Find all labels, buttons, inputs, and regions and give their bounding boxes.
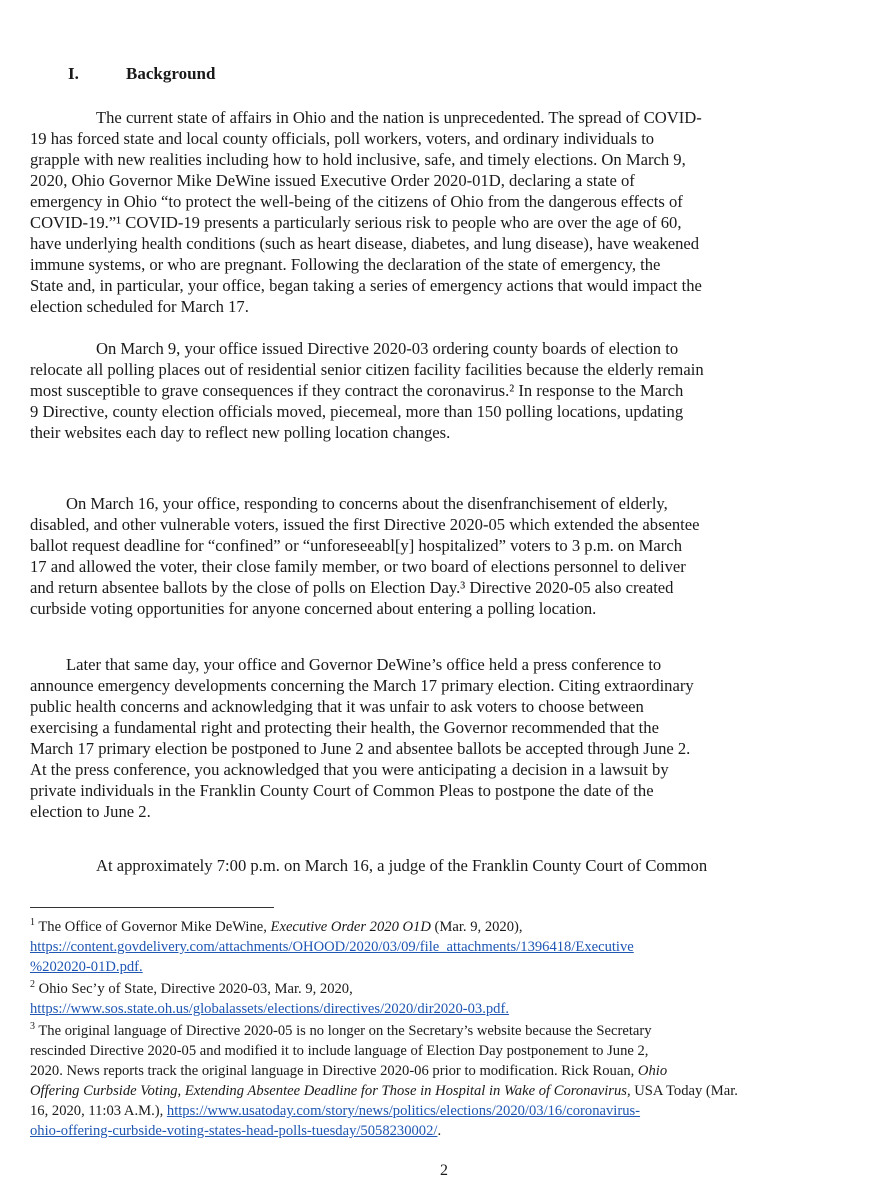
text-line: immune systems, or who are pregnant. Following the declaration of the state of emergency, the bbox=[30, 255, 661, 274]
text-line: have underlying health conditions (such as heart disease, diabetes, and lung disease), have weakened bbox=[30, 234, 700, 253]
footnote-divider bbox=[30, 907, 274, 908]
footnote-link[interactable]: https://www.sos.state.oh.us/globalassets/elections/directives/2020/dir2020-03.pdf. bbox=[30, 1001, 509, 1017]
text-line: private individuals in the Franklin County Court of Common Pleas to postpone the date of the bbox=[30, 781, 654, 800]
footnote-text: . bbox=[437, 1123, 442, 1139]
footnote-text: rescinded Directive 2020-05 and modified it to include language of Election Day postponement to June 2, bbox=[30, 1043, 649, 1059]
text-line: 9 Directive, county election officials moved, piecemeal, more than 150 polling locations, updating bbox=[30, 402, 684, 421]
page-number: 2 bbox=[440, 1162, 448, 1179]
text-line: At approximately 7:00 p.m. on March 16, a judge of the Franklin County Court of Common bbox=[96, 856, 708, 875]
footnote-text: 2020. News reports track the original language in Directive 2020-06 prior to modification. Rick Rouan, bbox=[30, 1063, 638, 1079]
text-line: COVID-19.”¹ COVID-19 presents a particularly serious risk to people who are over the age of 60, bbox=[30, 213, 682, 232]
text-line: their websites each day to reflect new polling location changes. bbox=[30, 423, 451, 442]
footnote-title: Offering Curbside Voting, Extending Absentee Deadline for Those in Hospital in Wake of Coronavirus bbox=[30, 1083, 627, 1099]
footnote-title: Ohio bbox=[637, 1063, 668, 1079]
footnote-link[interactable]: %202020-01D.pdf. bbox=[30, 959, 143, 975]
footnote-mark: 1 bbox=[30, 917, 35, 929]
text-line: disabled, and other vulnerable voters, issued the first Directive 2020-05 which extended the absentee bbox=[30, 515, 700, 534]
text-line: The current state of affairs in Ohio and the nation is unprecedented. The spread of COVID- bbox=[96, 108, 702, 127]
text-line: relocate all polling places out of residential senior citizen facility facilities because the elderly remain bbox=[30, 360, 704, 379]
text-line: At the press conference, you acknowledged that you were anticipating a decision in a lawsuit by bbox=[30, 760, 669, 779]
text-line: and return absentee ballots by the close of polls on Election Day.³ Directive 2020-05 also created bbox=[30, 578, 674, 597]
text-line: State and, in particular, your office, began taking a series of emergency actions that would impact the bbox=[30, 276, 702, 295]
text-line: exercising a fundamental right and protecting their health, the Governor recommended that the bbox=[30, 718, 659, 737]
footnote-link[interactable]: https://www.usatoday.com/story/news/politics/elections/2020/03/16/coronavirus- bbox=[166, 1103, 641, 1119]
text-line: election to June 2. bbox=[30, 802, 151, 821]
text-line: grapple with new realities including how to hold inclusive, safe, and timely elections. On March 9, bbox=[30, 150, 686, 169]
text-line: public health concerns and acknowledging that it was unfair to ask voters to choose between bbox=[30, 697, 644, 716]
text-line: On March 9, your office issued Directive 2020-03 ordering county boards of election to bbox=[96, 339, 679, 358]
footnote-text: The Office of Governor Mike DeWine, bbox=[35, 919, 271, 935]
text-line: 17 and allowed the voter, their close family member, or two board of elections personnel to deliver bbox=[30, 557, 686, 576]
section-heading bbox=[68, 64, 215, 84]
footnote-text: (Mar. 9, 2020), bbox=[430, 919, 523, 935]
footnote-link[interactable]: ohio-offering-curbside-voting-states-head-polls-tuesday/5058230002/ bbox=[30, 1123, 438, 1139]
footnote-mark: 2 bbox=[30, 979, 35, 991]
text-line: emergency in Ohio “to protect the well-being of the citizens of Ohio from the dangerous effects of bbox=[30, 192, 683, 211]
text-line: ballot request deadline for “confined” or “unforeseeabl[y] hospitalized” voters to 3 p.m. on March bbox=[30, 536, 682, 555]
section-title: Background bbox=[126, 64, 216, 83]
footnote-text: , USA Today (Mar. bbox=[626, 1083, 738, 1099]
text-line: On March 16, your office, responding to concerns about the disenfranchisement of elderly, bbox=[66, 494, 668, 513]
section-number: I. bbox=[68, 64, 79, 83]
footnote-link[interactable]: https://content.govdelivery.com/attachments/OHOOD/2020/03/09/file_attachments/1396418/Executive bbox=[30, 939, 634, 955]
footnote-title: Executive Order 2020 O1D bbox=[270, 919, 431, 935]
text-line: election scheduled for March 17. bbox=[30, 297, 249, 316]
text-line: 19 has forced state and local county officials, poll workers, voters, and ordinary individuals to bbox=[30, 129, 655, 148]
text-line: Later that same day, your office and Governor DeWine’s office held a press conference to bbox=[66, 655, 662, 674]
text-line: announce emergency developments concerning the March 17 primary election. Citing extraordinary bbox=[30, 676, 694, 695]
text-line: 2020, Ohio Governor Mike DeWine issued Executive Order 2020-01D, declaring a state of bbox=[30, 171, 635, 190]
footnote-text: 16, 2020, 11:03 A.M.), bbox=[30, 1103, 167, 1119]
text-line: curbside voting opportunities for anyone concerned about entering a polling location. bbox=[30, 599, 597, 618]
text-line: March 17 primary election be postponed to June 2 and absentee ballots be accepted through June 2. bbox=[30, 739, 691, 758]
footnote-mark: 3 bbox=[30, 1021, 35, 1033]
footnote-text: The original language of Directive 2020-05 is no longer on the Secretary’s website because the Secretary bbox=[35, 1023, 652, 1039]
footnote-text: Ohio Sec’y of State, Directive 2020-03, Mar. 9, 2020, bbox=[35, 981, 353, 997]
text-line: most susceptible to grave consequences if they contract the coronavirus.² In response to the March bbox=[30, 381, 684, 400]
